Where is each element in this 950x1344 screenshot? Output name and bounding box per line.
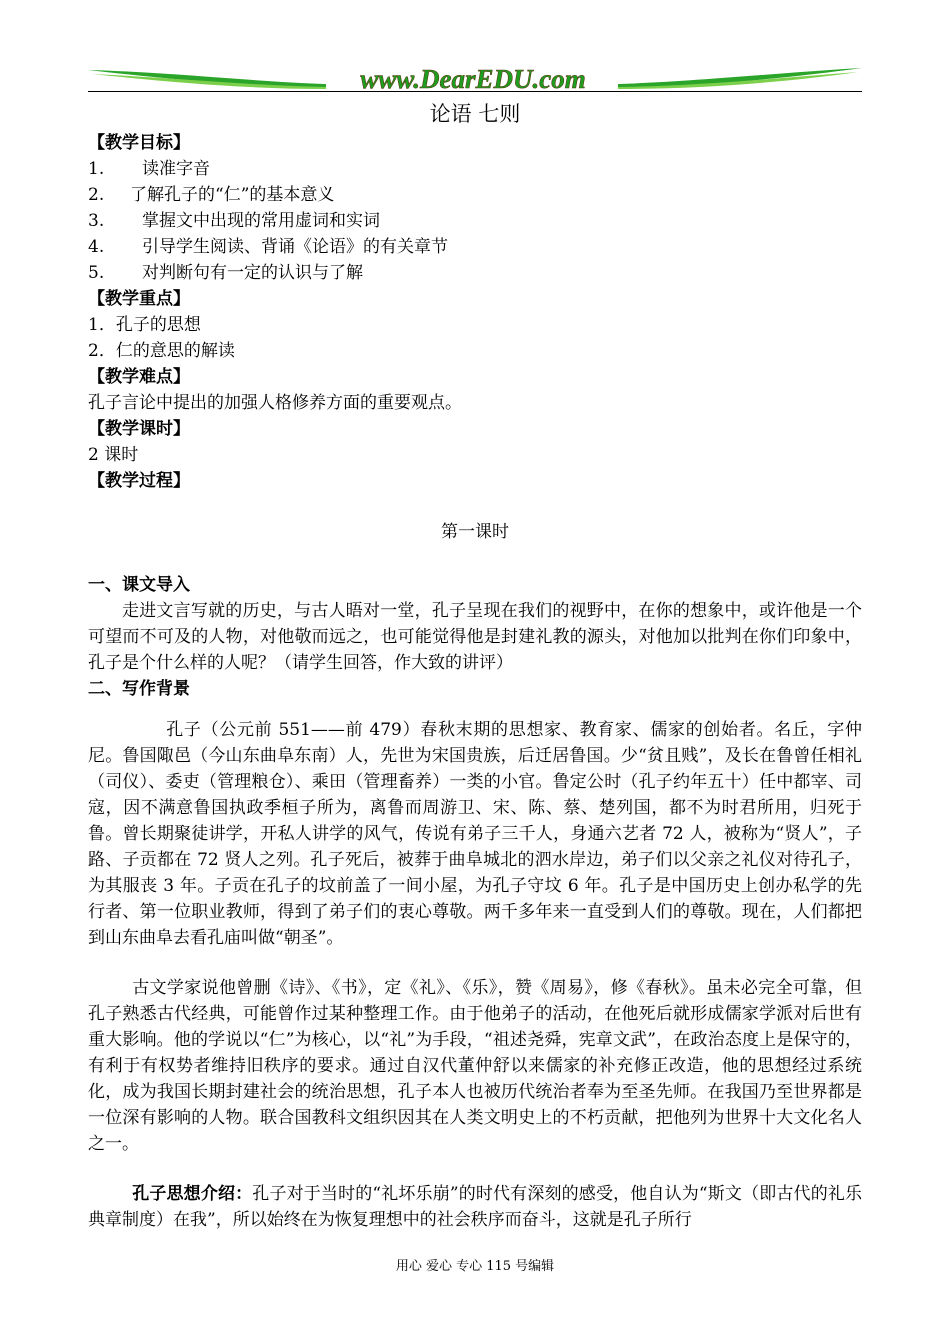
keypoints-heading: 【教学重点】 [88,289,190,309]
difficulty-text: 孔子言论中提出的加强人格修养方面的重要观点。 [88,393,462,413]
section1-paragraph: 走进文言写就的历史，与古人晤对一堂，孔子呈现在我们的视野中，在你的想象中，或许他是一个可望而不可及的人物，对他敬而远之，也可能觉得他是封建礼教的源头，对他加以批判在你们印象中，孔子是个什么样的人呢？（请学生回答，作大致的讲评） [88,601,862,673]
list-item: 2．仁的意思的解读 [88,341,235,361]
paragraph-lead: 孔子思想介绍： [132,1184,253,1204]
list-item: 4. 引导学生阅读、背诵《论语》的有关章节 [88,237,448,257]
section2-paragraph-3 [88,1181,862,1233]
paragraph-text: 孔子对于当时的“礼坏乐崩”的时代有深刻的感受，他自认为“斯文（即古代的礼乐典章制度）在我”，所以始终在为恢复理想中的社会秩序而奋斗，这就是孔子所行 [88,1184,863,1230]
lesson-title: 第一课时 [441,522,509,542]
logo-text: www.DearEDU.com [360,64,586,94]
document-title: 论语 七则 [429,102,521,126]
section2-paragraph-2: 古文学家说他曾删《诗》、《书》，定《礼》、《乐》，赞《周易》，修《春秋》。虽未必完全可靠，但孔子熟悉古代经典，可能曾作过某种整理工作。由于他弟子的活动，在他死后就形成儒家学派对后世有重大影响。他的学说以“仁”为核心，以“礼”为手段，“祖述尧舜，宪章文武”，在政治态度上是保守的，有利于有权势者维持旧秩序的要求。通过自汉代董仲舒以来儒家的补充修正改造，他的思想经过系统化，成为我国长期封建社会的统治思想，孔子本人也被历代统治者奉为至圣先师。在我国乃至世界都是一位深有影响的人物。联合国教科文组织因其在人类文明史上的不朽贡献，把他列为世界十大文化名人之一。 [88,978,862,1154]
list-item: 3. 掌握文中出现的常用虚词和实词 [88,211,380,231]
list-item: 2. 了解孔子的“仁”的基本意义 [88,185,335,205]
section2-paragraph-1: 孔子（公元前 551——前 479）春秋末期的思想家、教育家、儒家的创始者。名丘，字仲尼。鲁国陬邑（今山东曲阜东南）人，先世为宋国贵族，后迁居鲁国。少“贫且贱”，及长在鲁曾任相礼（司仪）、委吏（管理粮仓）、乘田（管理畜养）一类的小官。鲁定公时（孔子约年五十）任中都宰、司寇，因不满意鲁国执政季桓子所为，离鲁而周游卫、宋、陈、蔡、楚列国，都不为时君所用，归死于鲁。曾长期聚徒讲学，开私人讲学的风气，传说有弟子三千人，身通六艺者 72 人，被称为“贤人”，子路、子贡都在 72 贤人之列。孔子死后，被葬于曲阜城北的泗水岸边，弟子们以父亲之礼仪对待孔子，为其服丧 3 年。子贡在孔子的坟前盖了一间小屋，为孔子守坟 6 年。孔子是中国历史上创办私学的先行者、第一位职业教师，得到了弟子们的衷心尊敬。两千多年来一直受到人们的尊敬。现在，人们都把到山东曲阜去看孔庙叫做“朝圣”。 [88,720,862,948]
page-footer: 用心 爱心 专心 115 号编辑 [395,1259,555,1274]
list-item: 5. 对判断句有一定的认识与了解 [88,263,363,283]
difficulty-heading: 【教学难点】 [88,367,190,387]
section1-heading: 一、课文导入 [88,575,190,595]
process-heading: 【教学过程】 [88,471,190,491]
hours-text: 2 课时 [88,445,139,465]
document-body [88,98,862,1233]
section2-heading: 二、写作背景 [88,679,190,699]
list-item: 1．孔子的思想 [88,315,201,335]
hours-heading: 【教学课时】 [88,419,190,439]
objectives-heading: 【教学目标】 [88,133,190,153]
list-item: 1. 读准字音 [88,159,210,179]
header-rule [88,91,862,92]
